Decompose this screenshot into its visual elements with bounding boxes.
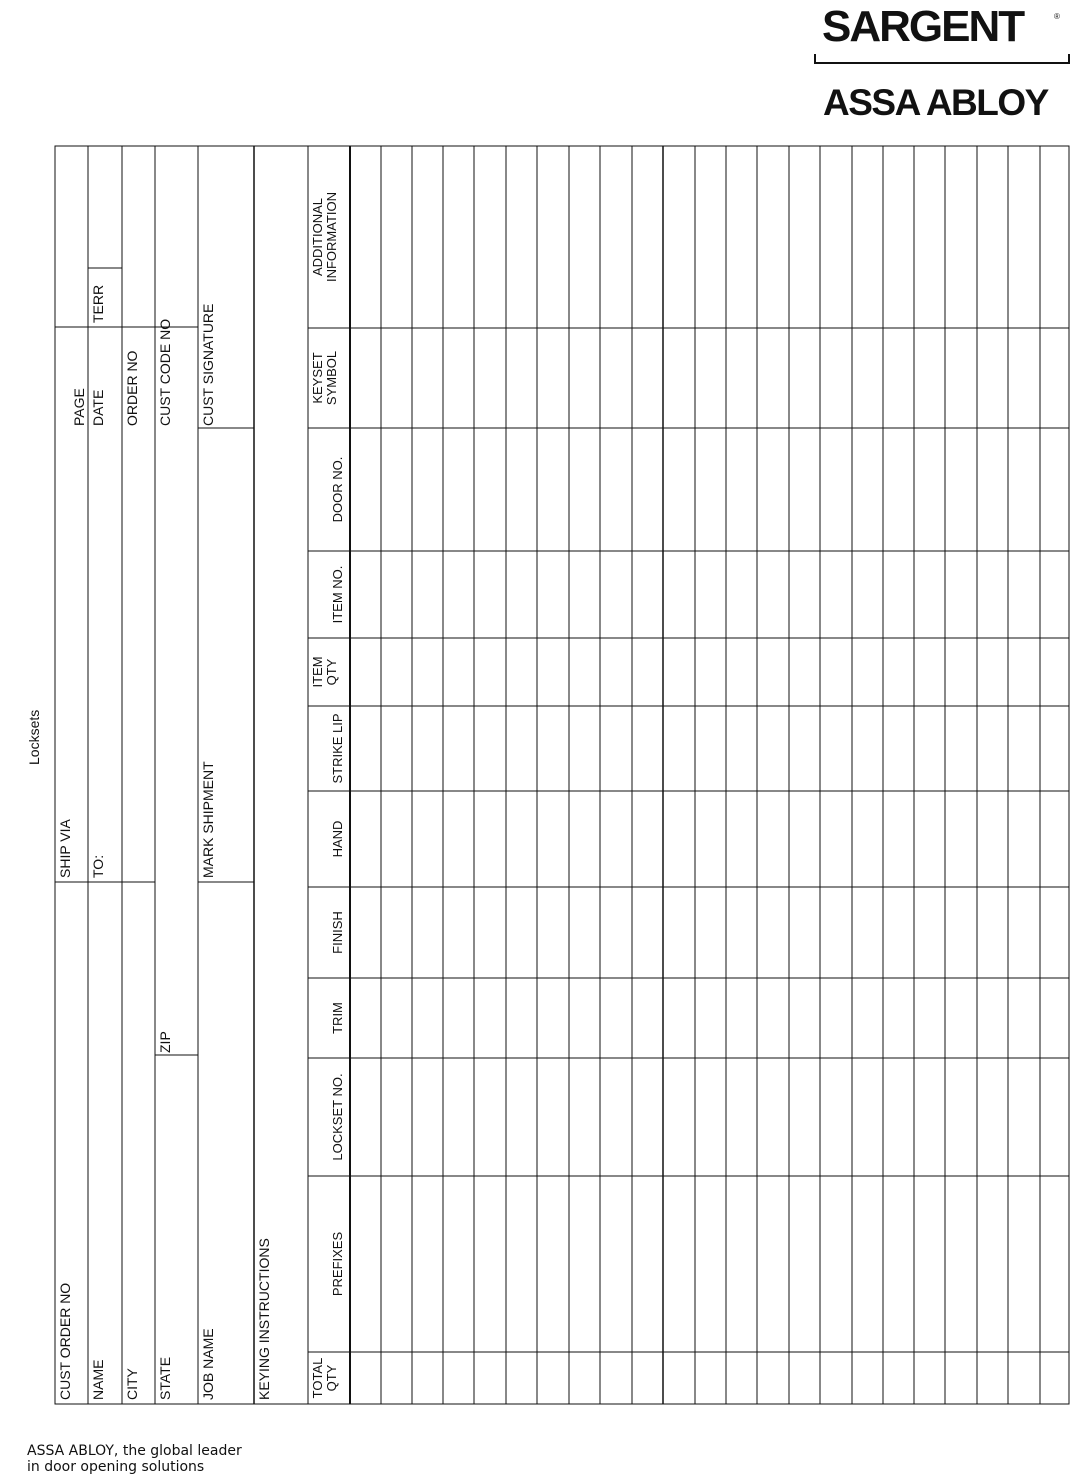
tagline [27, 1443, 242, 1475]
tagline-line1: ASSA ABLOY, the global leader [27, 1443, 242, 1459]
cust-signature-label: CUST SIGNATURE [200, 303, 216, 426]
column-header-line1: ITEM [310, 656, 325, 688]
column-header-line1: LOCKSET NO. [330, 1073, 345, 1161]
tagline-line2: in door opening solutions [27, 1459, 205, 1475]
column-header-line1: HAND [330, 820, 345, 858]
column-header-line1: FINISH [330, 911, 345, 954]
column-header-line1: TOTAL [310, 1357, 325, 1399]
terr-label: TERR [90, 284, 106, 323]
cust-order-no-label: CUST ORDER NO [57, 1282, 73, 1400]
column-header [331, 978, 345, 1058]
column-header [331, 551, 345, 638]
form-title: Locksets [26, 709, 42, 765]
column-header [331, 706, 345, 791]
column-header-line1: PREFIXES [330, 1231, 345, 1297]
to-label: TO: [90, 854, 106, 878]
assa-abloy-logo: ASSA ABLOY [823, 82, 1048, 123]
column-header [311, 1352, 339, 1404]
order-no-label: ORDER NO [124, 350, 140, 426]
column-header [331, 428, 345, 551]
column-header-line1: KEYSET [310, 352, 325, 404]
column-header [311, 638, 339, 706]
column-header-line1: DOOR NO. [330, 456, 345, 523]
column-header-line1: ADDITIONAL [310, 198, 325, 277]
column-header [331, 1058, 345, 1176]
column-header [311, 146, 339, 328]
column-header-line2: SYMBOL [324, 350, 339, 406]
column-header-line1: STRIKE LIP [330, 713, 345, 784]
column-header-line2: INFORMATION [324, 191, 339, 283]
column-header-line2: QTY [324, 658, 339, 686]
cust-code-no-label: CUST CODE NO [157, 318, 173, 426]
zip-label: ZIP [157, 1031, 173, 1053]
page-label: PAGE [71, 388, 87, 426]
ship-via-label: SHIP VIA [57, 819, 73, 878]
sargent-logo: SARGENT [822, 2, 1024, 51]
job-name-label: JOB NAME [200, 1328, 216, 1400]
column-header [311, 328, 339, 428]
city-label: CITY [124, 1368, 140, 1400]
column-header-line1: TRIM [330, 1002, 345, 1034]
column-header-line2: QTY [324, 1364, 339, 1392]
date-label: DATE [90, 389, 106, 426]
column-header-line1: ITEM NO. [330, 565, 345, 624]
column-header [331, 791, 345, 887]
column-header [331, 1176, 345, 1352]
keying-instructions-label: KEYING INSTRUCTIONS [256, 1238, 272, 1400]
registered-mark: ® [1054, 12, 1060, 21]
column-header [331, 887, 345, 978]
state-label: STATE [157, 1356, 173, 1400]
name-label: NAME [90, 1359, 106, 1400]
mark-shipment-label: MARK SHIPMENT [200, 761, 216, 878]
